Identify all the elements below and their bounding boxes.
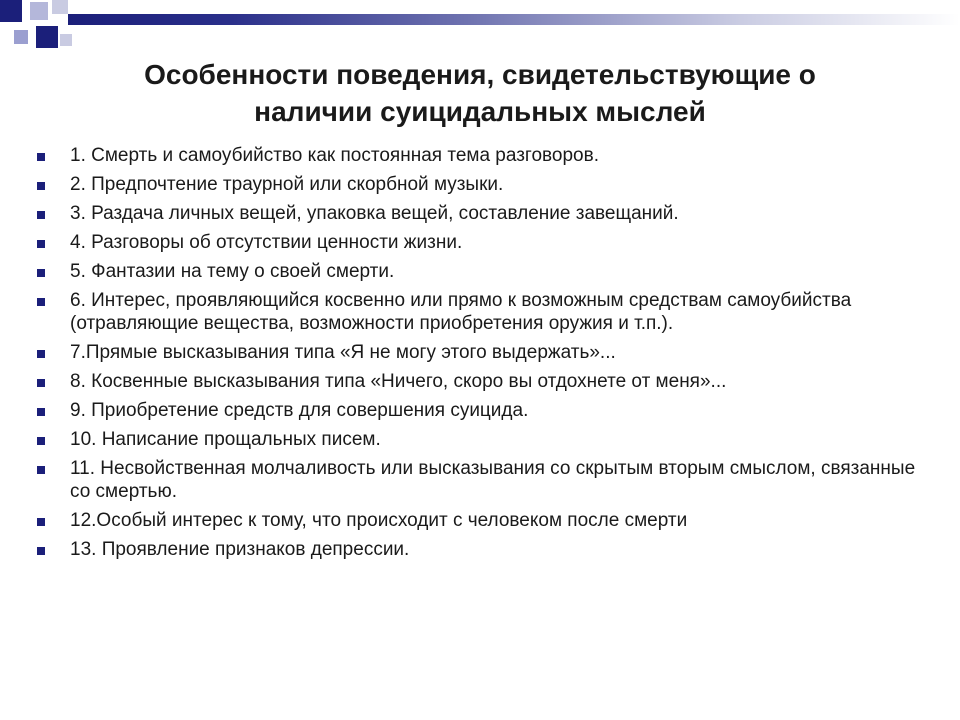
list-item <box>37 428 927 457</box>
slide-title-line-2: наличии суицидальных мыслей <box>254 96 706 127</box>
decor-square <box>0 0 22 22</box>
square-bullet-icon <box>37 182 45 190</box>
square-bullet-icon <box>37 379 45 387</box>
square-bullet-icon <box>37 298 45 306</box>
list-item-text: 8. Косвенные высказывания типа «Ничего, скоро вы отдохнете от меня»... <box>70 371 727 392</box>
header-decoration <box>0 0 960 60</box>
decor-square <box>14 30 28 44</box>
list-item <box>37 173 927 202</box>
list-item-text: 7.Прямые высказывания типа «Я не могу этого выдержать»... <box>70 342 616 363</box>
decor-square <box>60 34 72 46</box>
square-bullet-icon <box>37 240 45 248</box>
list-item-text: 4. Разговоры об отсутствии ценности жизни. <box>70 232 463 253</box>
square-bullet-icon <box>37 153 45 161</box>
square-bullet-icon <box>37 350 45 358</box>
list-item <box>37 509 927 538</box>
list-item <box>37 457 927 509</box>
square-bullet-icon <box>37 211 45 219</box>
list-item-text: 12.Особый интерес к тому, что происходит с человеком после смерти <box>70 510 688 531</box>
square-bullet-icon <box>37 269 45 277</box>
decor-square <box>52 0 68 14</box>
square-bullet-icon <box>37 437 45 445</box>
list-item-text: 1. Смерть и самоубийство как постоянная тема разговоров. <box>70 145 599 166</box>
bullet-list <box>37 144 927 567</box>
list-item <box>37 289 927 341</box>
list-item-text: 5. Фантазии на тему о своей смерти. <box>70 261 395 282</box>
list-item-text: 13. Проявление признаков депрессии. <box>70 539 410 560</box>
decor-square <box>36 26 58 48</box>
square-bullet-icon <box>37 466 45 474</box>
list-item <box>37 538 927 567</box>
list-item <box>37 202 927 231</box>
list-item <box>37 370 927 399</box>
list-item <box>37 144 927 173</box>
slide-title-line-1: Особенности поведения, свидетельствующие о <box>144 59 816 90</box>
slide-title <box>40 56 920 130</box>
list-item-text: 2. Предпочтение траурной или скорбной музыки. <box>70 174 504 195</box>
square-bullet-icon <box>37 408 45 416</box>
square-bullet-icon <box>37 547 45 555</box>
list-item-text: 9. Приобретение средств для совершения суицида. <box>70 400 529 421</box>
list-item <box>37 399 927 428</box>
list-item <box>37 341 927 370</box>
decor-square <box>30 2 48 20</box>
list-item-text: 3. Раздача личных вещей, упаковка вещей, составление завещаний. <box>70 203 679 224</box>
list-item <box>37 260 927 289</box>
header-gradient-band <box>68 14 960 25</box>
list-item-text: 11. Несвойственная молчаливость или высказывания со скрытым вторым смыслом, связанные со смертью. <box>70 458 916 502</box>
list-item-text: 10. Написание прощальных писем. <box>70 429 381 450</box>
list-item-text: 6. Интерес, проявляющийся косвенно или прямо к возможным средствам самоубийства (отравляющие вещества, возможности приобретения оружия и т.п.). <box>70 290 852 334</box>
square-bullet-icon <box>37 518 45 526</box>
list-item <box>37 231 927 260</box>
